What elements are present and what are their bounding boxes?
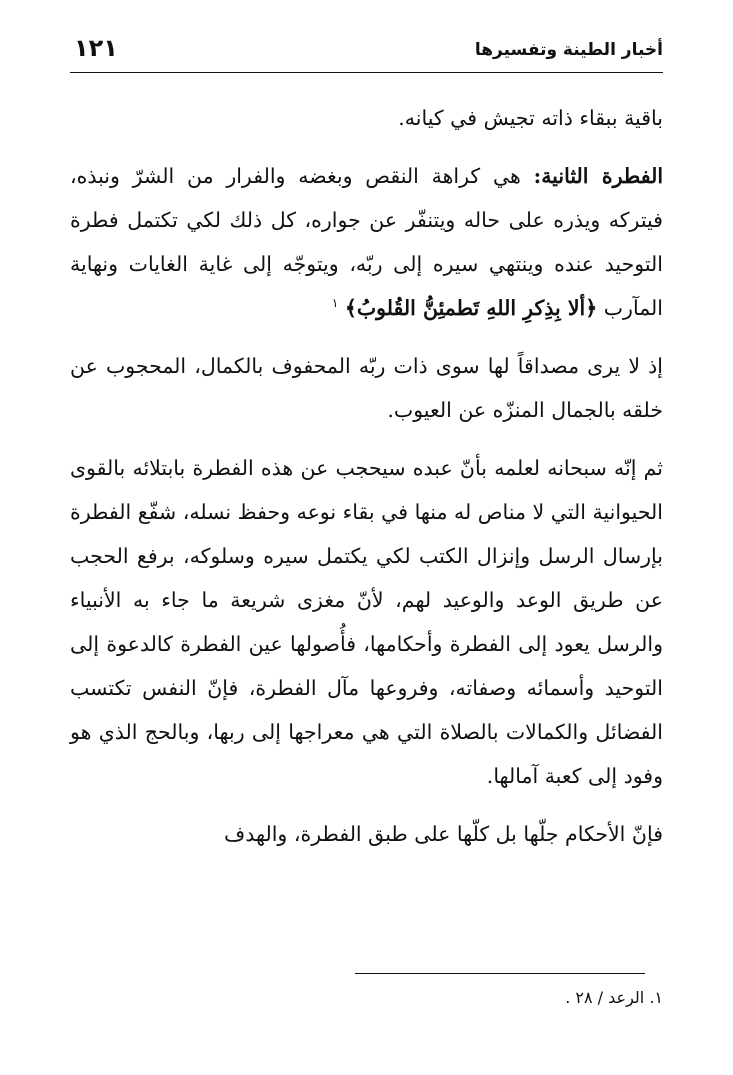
paragraph-4: ثم إنّه سبحانه لعلمه بأنّ عبده سيحجب عن هذه الفطرة بابتلائه بالقوى الحيوانية التي لا مناص له منها في بقاء نوعه وحفظ نسله، شفّع الفطرة بإرسال الرسل وإنزال الكتب لكي يكتمل سيره وسلوكه، برفع الحجب عن طريق الوعد والوعيد لهم، لأنّ مغزى شريعة ما جاء به الأنبياء والرسل يعود إلى الفطرة وأحكامها، فأُصولها عين الفطرة كالدعوة إلى التوحيد وأسمائه وصفاته، وفروعها مآل الفطرة، فإنّ النفس تكتسب الفضائل والكمالات بالصلاة التي هي معراجها إلى ربها، وبالحج الذي هو وفود إلى كعبة آمالها.: [70, 456, 663, 788]
running-header-title: أخبار الطينة وتفسيرها: [474, 40, 663, 60]
quran-verse: ﴿ألا بِذِكرِ اللهِ تَطمئِنُّ القُلوبُ﴾: [344, 296, 598, 320]
paragraph-2: [70, 154, 663, 330]
paragraph-2-text: هي كراهة النقص وبغضه والفرار من الشرّ ونبذه، فيتركه ويذره على حاله ويتنفّر عن جواره، كل ذلك لكي تكتمل فطرة التوحيد عنده وينتهي سيره إلى ربّه، ويتوجّه إلى غاية الغايات ونهاية المآرب: [70, 164, 663, 320]
paragraph-2-heading: الفطرة الثانية:: [533, 164, 664, 188]
footnote-marker: ١: [331, 296, 339, 311]
main-text: [70, 96, 663, 868]
footnote-text: ١. الرعد / ٢٨ .: [565, 988, 663, 1007]
paragraph-1: باقية ببقاء ذاته تجيش في كيانه.: [398, 106, 663, 130]
page-number: ١٢١: [74, 34, 118, 62]
footnote-divider: [355, 973, 645, 974]
paragraph-5: فإنّ الأحكام جلّها بل كلّها على طبق الفطرة، والهدف: [224, 822, 663, 846]
paragraph-3: إذ لا يرى مصداقاً لها سوى ذات ربّه المحفوف بالكمال، المحجوب عن خلقه بالجمال المنزّه عن العيوب.: [70, 354, 663, 422]
running-header: [70, 28, 663, 73]
